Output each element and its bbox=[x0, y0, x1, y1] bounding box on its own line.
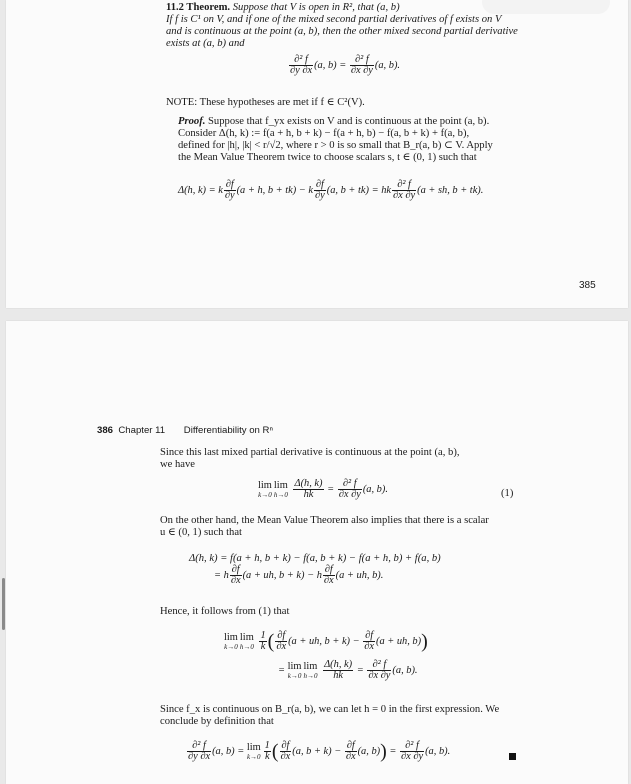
qed-square-icon bbox=[509, 753, 516, 760]
proof-label: Proof. bbox=[178, 116, 206, 127]
para1-line-2: we have bbox=[160, 459, 195, 470]
equation-1-label: (1) bbox=[501, 488, 514, 499]
theorem-line-2: If f is C¹ on V, and if one of the mixed second partial derivatives of f exists on V bbox=[166, 14, 502, 25]
para2-line-2: u ∈ (0, 1) such that bbox=[160, 527, 242, 538]
equation-2-line-1: Δ(h, k) = f(a + h, b + k) − f(a, b + k) − f(a + h, b) + f(a, b) bbox=[189, 553, 441, 564]
mvt-equation: Δ(h, k) = k $\frac{\partial f}{\partial y}$ (a + h, b + tk) − k $\frac{\partial f}{\partial y}$ (a, b + tk) = hk $\frac{\text{∂² f}}{\partial x \partial y}$ (a + sh, b + tk). bbox=[178, 179, 484, 201]
page-386 bbox=[6, 321, 628, 784]
limit-expression-2: = lim k→0 lim h→0 $\frac{\Delta(h, k)}{hk}$ = $\frac{\text{∂² f}}{\partial x \partial y}$ (a, b). bbox=[278, 659, 418, 681]
page-385 bbox=[6, 0, 628, 308]
equation-2-line-2: = h $\frac{\partial f}{\partial x}$ (a + uh, b + k) − h $\frac{\partial f}{\partial x}$ (a + uh, b). bbox=[214, 564, 384, 586]
note-line: NOTE: These hypotheses are met if f ∈ C²(V). bbox=[166, 97, 365, 108]
theorem-line-3: and is continuous at the point (a, b), then the other mixed second partial derivative bbox=[166, 26, 518, 37]
chapter-label: Chapter 11 bbox=[118, 425, 166, 436]
theorem-title: 11.2 Theorem. bbox=[166, 2, 231, 13]
proof-text-1: Suppose that f_yx exists on V and is continuous at the point (a, b). bbox=[208, 116, 490, 127]
proof-line-1 bbox=[178, 116, 489, 129]
running-header bbox=[97, 425, 273, 436]
theorem-equation: $\frac{\text{∂² f}}{\partial y \partial x}$ (a, b) = $\frac{\text{∂² f}}{\partial x \partial y}$ (a, b). bbox=[290, 54, 401, 76]
equation-1: lim k→0 lim h→0 $\frac{\Delta(h, k)}{hk}$ = $\frac{\text{∂² f}}{\partial x \partial y}$ (a, b). bbox=[258, 478, 388, 500]
proof-line-2: Consider Δ(h, k) := f(a + h, b + k) − f(a + h, b) − f(a, b + k) + f(a, b), bbox=[178, 128, 470, 139]
proof-line-3: defined for |h|, |k| < r/√2, where r > 0 is so small that B_r(a, b) ⊂ V. Apply bbox=[178, 140, 493, 151]
page-number-386: 386 bbox=[97, 425, 114, 436]
theorem-line-4: exists at (a, b) and bbox=[166, 38, 245, 49]
theorem-text-1: Suppose that V is open in R², that (a, b) bbox=[232, 2, 400, 13]
para4-line-1: Since f_x is continuous on B_r(a, b), we can let h = 0 in the first expression. We bbox=[160, 704, 500, 715]
proof-line-4: the Mean Value Theorem twice to choose scalars s, t ∈ (0, 1) such that bbox=[178, 152, 477, 163]
para4-line-2: conclude by definition that bbox=[160, 716, 274, 727]
chapter-title: Differentiability on Rⁿ bbox=[183, 425, 273, 436]
para2-line-1: On the other hand, the Mean Value Theorem also implies that there is a scalar bbox=[160, 515, 489, 526]
overlay-toolbar bbox=[482, 0, 610, 14]
para3-line: Hence, it follows from (1) that bbox=[160, 606, 290, 617]
theorem-line-1 bbox=[166, 2, 400, 15]
para1-line-1: Since this last mixed partial derivative is continuous at the point (a, b), bbox=[160, 447, 460, 458]
limit-expression-1: lim k→0 lim h→0 $\frac{1}{k}$ ( $\frac{\partial f}{\partial x}$ (a + uh, b + k) − $\frac{\partial f}{\partial x}$ (a + uh, b)) bbox=[224, 630, 428, 653]
conclusion-equation: $\frac{\text{∂² f}}{\partial y \partial x}$ (a, b) = lim k→0 $\frac{1}{k}$ ( $\frac{\partial f}{\partial x}$ (a, b + k) − $\frac{\partial f}{\partial x}$ (a, b)) = $\frac{\text{∂² f}}{\partial x \partial y}$ (a, b). bbox=[188, 740, 451, 763]
page-number-385: 385 bbox=[579, 280, 596, 291]
scrollbar-thumb[interactable] bbox=[2, 578, 5, 630]
